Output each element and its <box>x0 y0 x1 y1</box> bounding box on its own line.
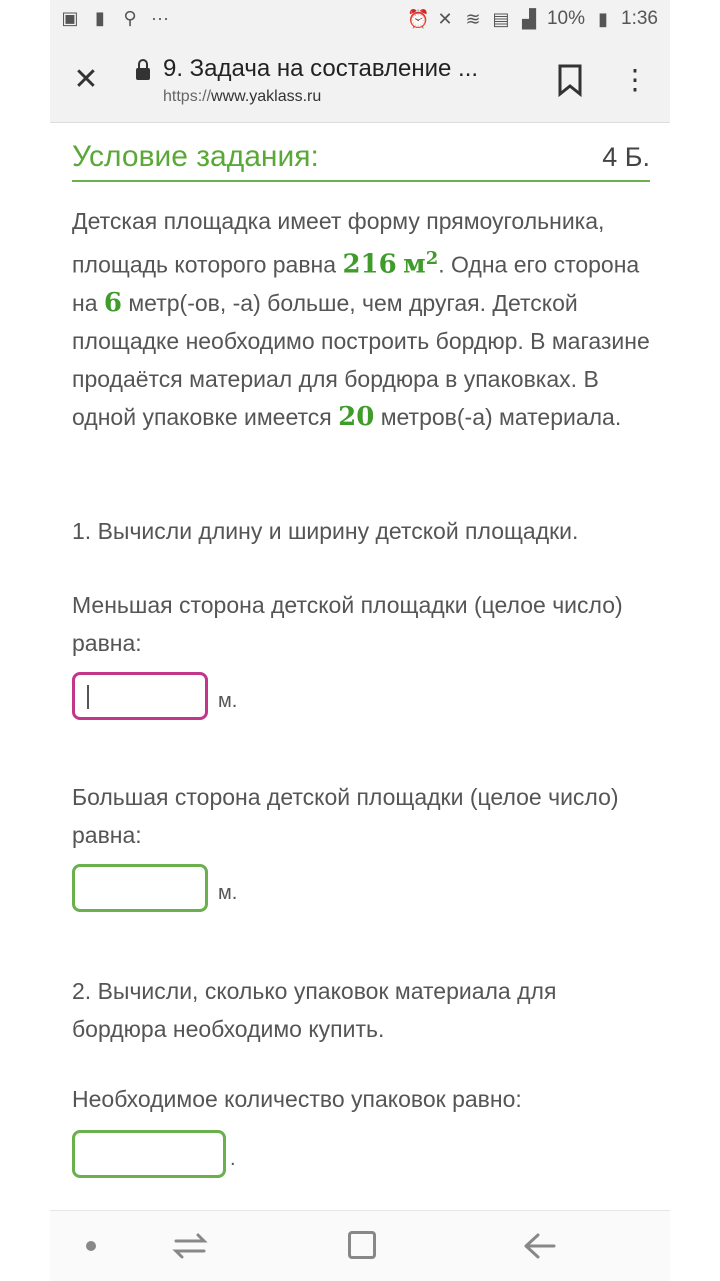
area-exponent: 2 <box>425 248 439 269</box>
task-part-1: Детская площадка имеет форму прямоугольника, площадь которого равна <box>72 208 605 278</box>
task-part-3: метр(-ов, -а) больше, чем другая. Детской площадке необходимо построить бордюр. В магазине продаётся материал для бордюра в упаковках. В одной упаковке имеется <box>72 289 650 430</box>
larger-side-row <box>72 864 237 912</box>
difference-value: 6 <box>103 287 122 318</box>
back-icon[interactable] <box>520 1229 560 1263</box>
right-margin <box>670 0 720 1280</box>
battery-icon: ▮ <box>598 9 608 29</box>
packs-row <box>72 1130 236 1178</box>
smaller-side-input[interactable] <box>72 672 208 720</box>
question-1: 1. Вычисли длину и ширину детской площадки. <box>72 518 579 544</box>
url-host: www.yaklass.ru <box>211 88 322 105</box>
lock-icon <box>136 68 150 80</box>
packs-label: Необходимое количество упаковок равно: <box>72 1086 522 1112</box>
more-icon: ··· <box>151 8 169 28</box>
condition-header <box>72 132 650 182</box>
status-bar <box>50 0 670 40</box>
page-title: 9. Задача на составление ... <box>163 55 479 82</box>
packs-unit: . <box>230 1147 236 1170</box>
alarm-icon: ⏰ <box>406 9 430 29</box>
signal-icon: ▟ <box>522 9 536 29</box>
larger-side-label: Большая сторона детской площадки (целое число) равна: <box>72 784 619 848</box>
larger-side-unit: м. <box>218 881 238 904</box>
area-value: 216 <box>342 249 397 280</box>
phone-screen <box>50 0 670 1280</box>
close-icon[interactable]: ✕ <box>73 63 99 96</box>
pack-length-value: 20 <box>338 401 375 432</box>
packs-input[interactable] <box>72 1130 226 1178</box>
image-icon: ▣ <box>61 8 79 28</box>
condition-title: Условие задания: <box>72 140 319 173</box>
nav-dot-icon[interactable] <box>86 1241 96 1251</box>
battery-saver-icon: ▮ <box>95 8 105 28</box>
search-icon: ⚲ <box>123 8 137 28</box>
task-part-2: . Одна его сторона на <box>72 251 640 316</box>
smaller-side-label: Меньшая сторона детской площадки (целое число) равна: <box>72 592 623 656</box>
task-text <box>72 202 652 436</box>
points-badge: 4 Б. <box>602 142 650 172</box>
larger-side-input[interactable] <box>72 864 208 912</box>
left-margin <box>0 0 50 1280</box>
data-icon: ▤ <box>492 9 510 29</box>
text-caret <box>87 685 89 709</box>
wifi-icon: ≋ <box>465 9 481 29</box>
system-nav-bar <box>50 1210 670 1281</box>
task-part-4: метров(-а) материала. <box>374 403 622 430</box>
more-vert-icon[interactable]: ⋮ <box>621 64 649 95</box>
smaller-side-unit: м. <box>218 689 238 712</box>
browser-toolbar <box>50 40 670 123</box>
smaller-side-row <box>72 672 237 720</box>
home-icon[interactable] <box>348 1231 376 1259</box>
bookmark-icon[interactable] <box>555 60 585 100</box>
mute-icon: ✕ <box>437 9 453 29</box>
page-url[interactable] <box>163 88 321 106</box>
battery-percent: 10% <box>546 8 586 29</box>
recent-apps-icon[interactable] <box>170 1231 210 1261</box>
question-2: 2. Вычисли, сколько упаковок материала для бордюра необходимо купить. <box>72 978 557 1042</box>
area-unit: м <box>403 249 426 280</box>
clock: 1:36 <box>621 8 658 29</box>
url-scheme: https:// <box>163 88 212 105</box>
